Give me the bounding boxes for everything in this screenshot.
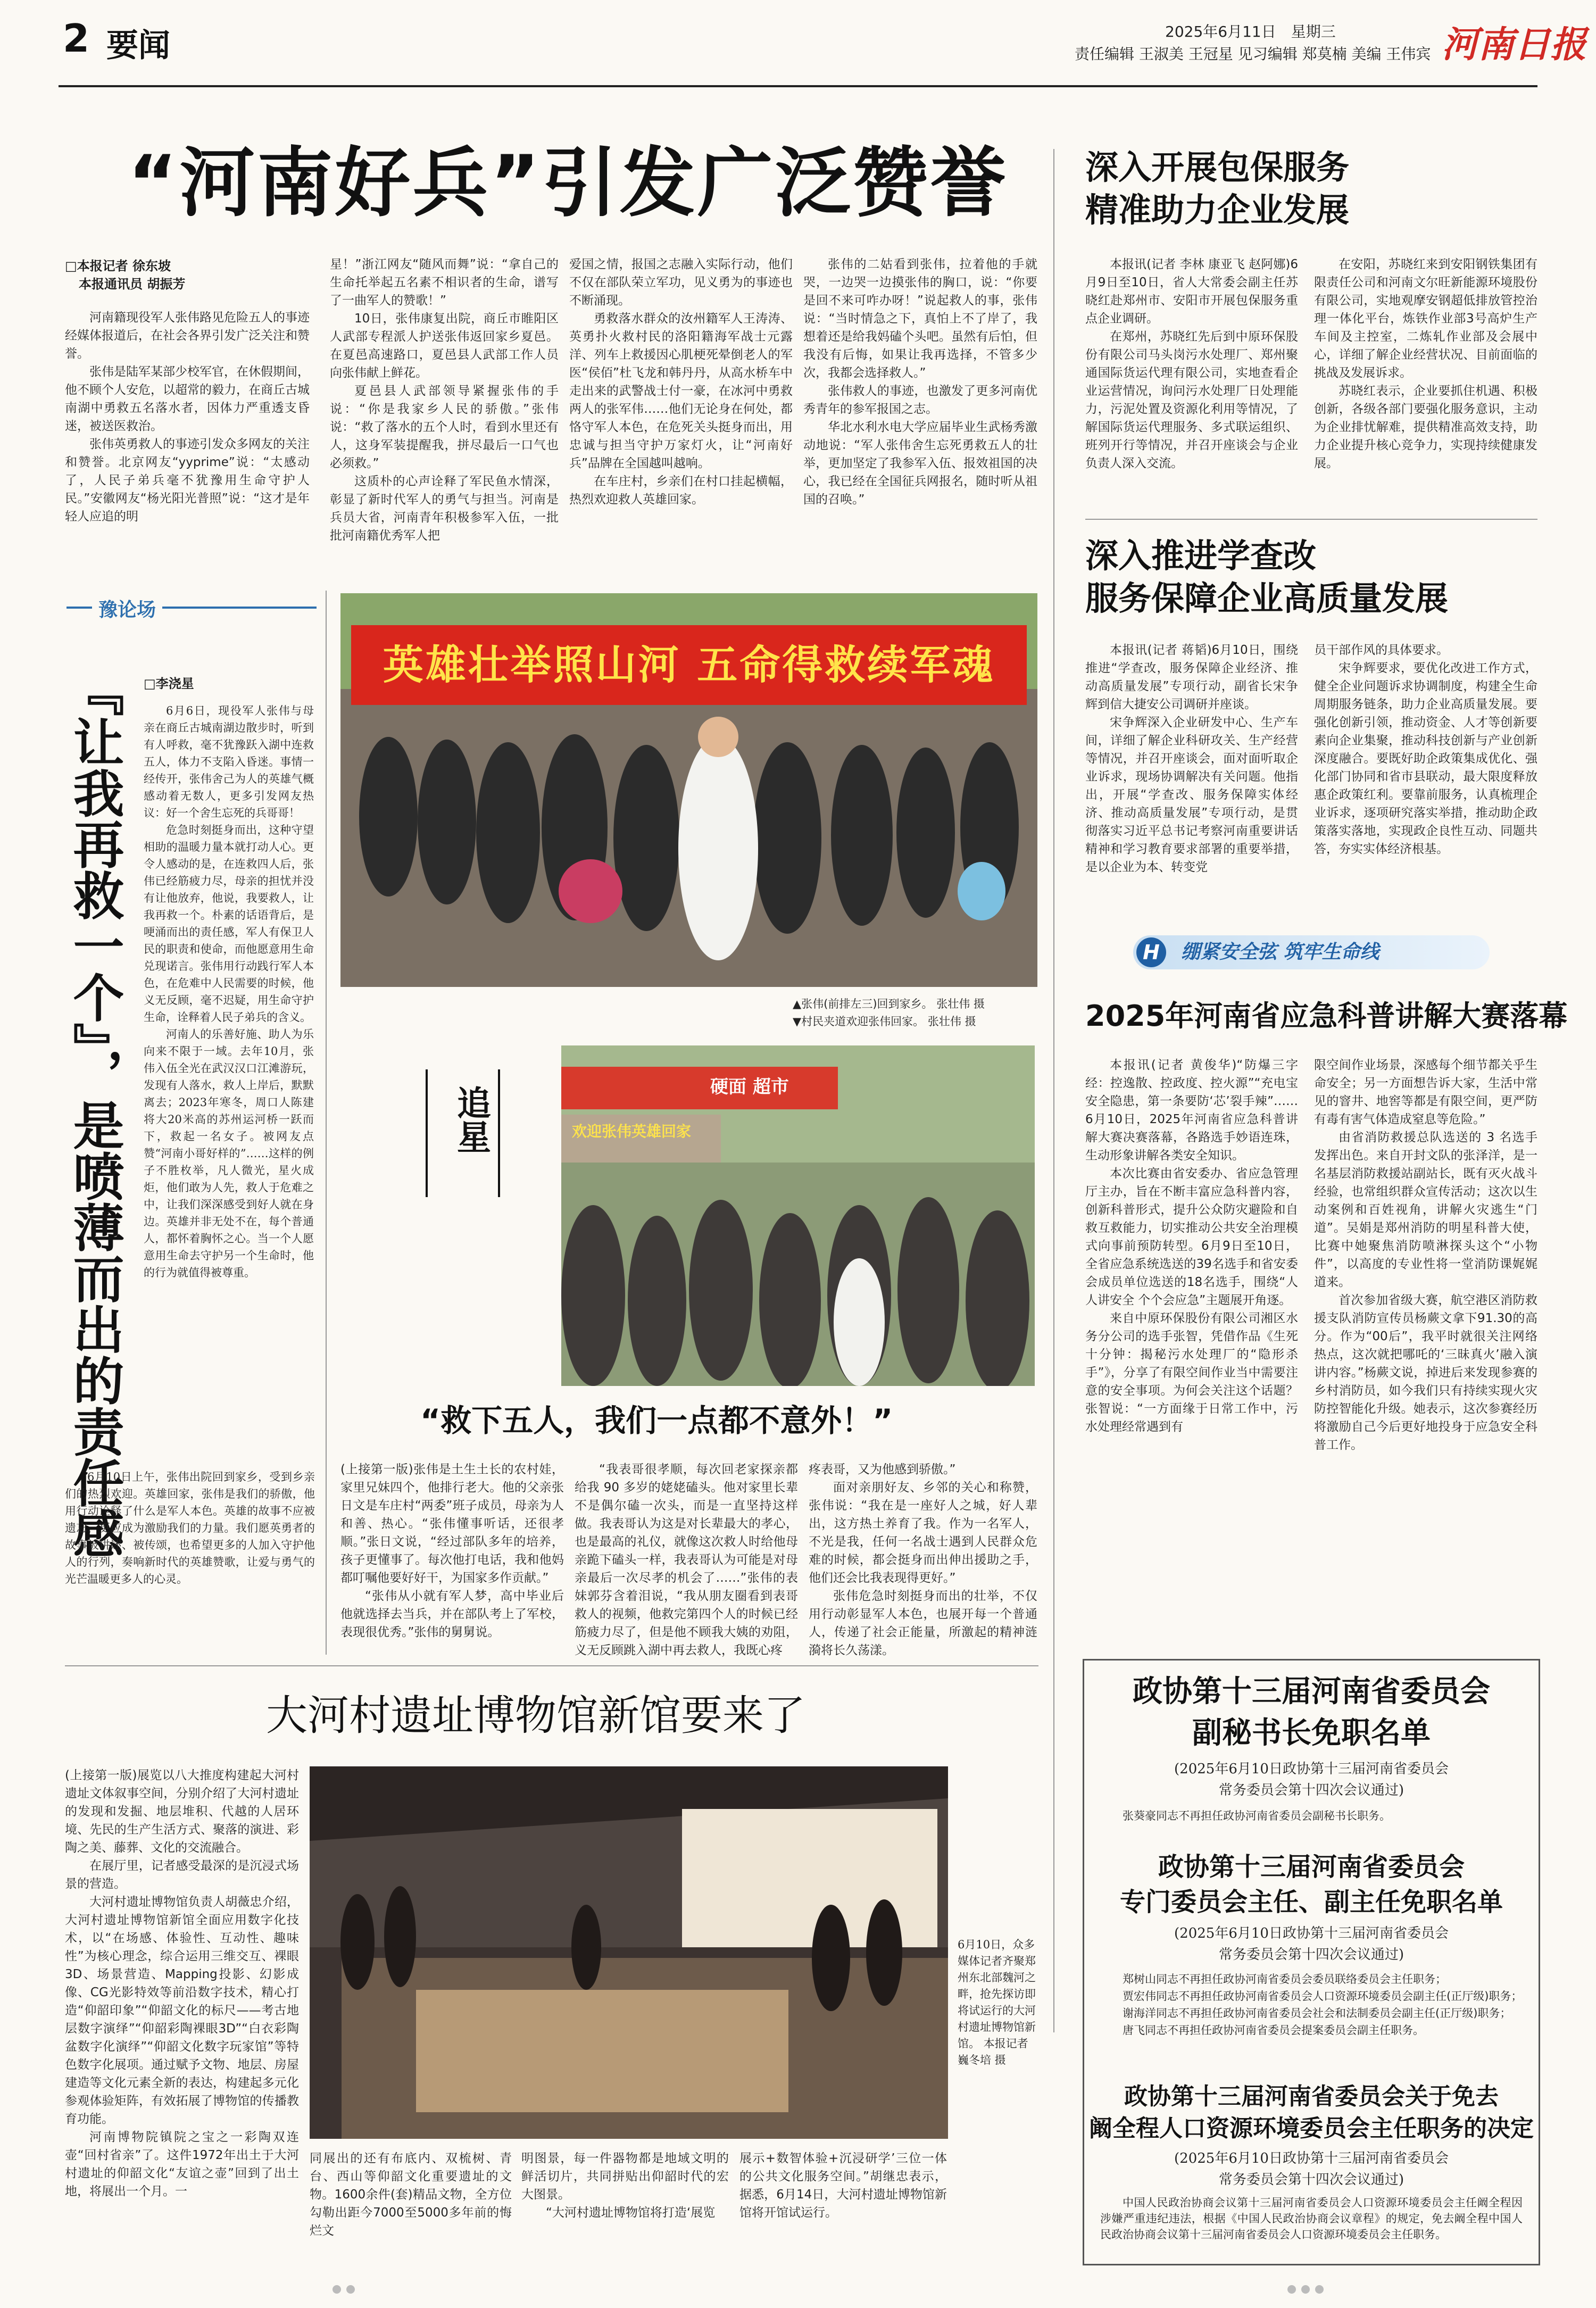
commentary-text-top xyxy=(144,702,314,1281)
zhuixing-headline: “救下五人，我们一点都不意外！” xyxy=(420,1402,893,1439)
notice-subtitle: 常务委员会第十四次会议通过) xyxy=(1218,2172,1404,2188)
crowd-photo xyxy=(561,1045,1035,1386)
baobao-headline-2: 精准助力企业发展 xyxy=(1085,190,1350,229)
paragraph: 由省消防救援总队选送的 3 名选手发挥出色。来自开封文队的张泽洋，是一名基层消防救援站副站长，既有灭火战斗经验，也常组织群众宣传活动；这次以生动案例和百姓视角，讲解火灾逃生“门道”。吴娟是郑州消防的明星科普大使，比赛中她聚焦消防喷淋探头这个“小物件”，以高度的专业性将一堂消防课娓娓道来。 xyxy=(1314,1131,1537,1289)
section-name: 要闻 xyxy=(106,27,170,64)
main-byline-2: 本报通讯员 胡振芳 xyxy=(79,277,186,292)
paragraph: 疼表哥，又为他感到骄傲。” xyxy=(809,1463,956,1476)
paragraph: 在郑州，苏晓红先后到中原环保股份有限公司马头岗污水处理厂、郑州聚通国际货运代理有限公司，实地查看企业运营情况，询问污水处理厂日处理能力，污泥处置及资源化利用等情况，了解国际货运代理服务、多式联运组织、班列开行等情况，并召开座谈会与企业负责人深入交流。 xyxy=(1085,330,1298,470)
paragraph: 员干部作风的具体要求。 xyxy=(1314,643,1449,657)
paragraph: 河南博物院镇院之宝之一彩陶双连壶“回村省亲”了。这件1972年出土于大河村遗址的仰韶文化“友谊之壶”回到了出土地，将展出一个月。一 xyxy=(65,2130,299,2198)
main-headline: “河南好兵”引发广泛赞誉 xyxy=(128,139,1008,227)
paragraph: 本报讯(记者 蒋韬)6月10日，围绕推进“学查改，服务保障企业经济、推动高质量发展”专项行动，副省长宋争辉到信大捷安公司调研并座谈。 xyxy=(1085,643,1298,711)
main-byline-1: □本报记者 徐东坡 xyxy=(65,259,171,273)
xuechagai-headline-1: 深入推进学查改 xyxy=(1085,536,1317,575)
paragraph: 中国人民政治协商会议第十三届河南省委员会人口资源环境委员会主任阚全程因涉嫌严重违纪违法，根据《中国人民政治协商会议章程》的规定，免去阚全程中国人民政治协商会议第十三届河南省委员会人口资源环境委员会主任职务。 xyxy=(1100,2196,1523,2241)
paragraph: 爱国之情，报国之志融入实际行动，他们不仅在部队荣立军功，见义勇为的事迹也不断涌现。 xyxy=(569,258,793,308)
paragraph: 这质朴的心声诠释了军民鱼水情深，彰显了新时代军人的勇气与担当。河南是兵员大省，河南青年积极参军入伍，一批批河南籍优秀军人把 xyxy=(330,475,559,543)
masthead-rule xyxy=(59,85,1537,87)
notice-subtitle: (2025年6月10日政协第十三届河南省委员会 xyxy=(1174,2151,1449,2166)
paragraph: 本次比赛由省安委办、省应急管理厅主办，旨在不断丰富应急科普内容，创新科普形式，提升公众防灾避险和自救互救能力，切实推动公共安全治理模式向事前预防转型。6月9日至10日，全省应急系统选送的39名选手和省安委会成员单位选送的18名选手，围绕“人人讲安全 个个会应急”主题展开角逐。 xyxy=(1085,1167,1298,1307)
commentary-label-box xyxy=(66,595,317,622)
section-divider xyxy=(65,1665,1038,1666)
notice-1 xyxy=(1084,1671,1539,1824)
xuechagai-col-1 xyxy=(1085,641,1298,876)
museum-col-4 xyxy=(739,2149,947,2222)
notice-body xyxy=(1084,1965,1539,2039)
column-divider xyxy=(1053,149,1054,2032)
paragraph: 本报讯(记者 黄俊华)“防爆三字经：控逸散、控政度、控火源”“充电宝安全隐患，第一条要防‘芯’裂手辣”……6月10日，2025年河南省应急科普讲解大赛决赛落幕，各路选手妙语连珠，生动形象讲解各类安全知识。 xyxy=(1085,1058,1298,1163)
paragraph: 10日，张伟康复出院，商丘市睢阳区人武部专程派人护送张伟返回家乡夏邑。在夏邑高速路口，夏邑县人武部工作人员向张伟献上鲜花。 xyxy=(330,312,559,380)
footer-dots-left xyxy=(332,2285,360,2296)
paragraph: 限空间作业场景，深感每个细节都关乎生命安全；另一方面想告诉大家，生活中常见的窨井、地窖等都是有限空间，更严防有毒有害气体造成窒息等危险。” xyxy=(1314,1058,1537,1126)
notice-title: 专门委员会主任、副主任免职名单 xyxy=(1119,1887,1503,1917)
notice-subtitle: (2025年6月10日政协第十三届河南省委员会 xyxy=(1174,1761,1449,1777)
paragraph: 同展出的还有布底内、双梳树、青台、西山等仰韶文化重要遗址的文物。1600余件(套)精品文物，全方位勾勒出距今7000至5000多年前的悔烂文 xyxy=(310,2152,512,2238)
paragraph: 唐飞同志不再担任政协河南省委员会提案委员会副主任职务。 xyxy=(1123,2024,1424,2037)
museum-photo-illustration xyxy=(310,1766,948,2139)
paragraph: 星！”浙江网友“随风而舞”说：“拿自己的生命托举起五名素不相识者的生命，谱写了一曲军人的赞歌！” xyxy=(330,258,559,308)
footer-dots-right xyxy=(1287,2285,1329,2296)
crowd-caption: ▼村民夹道欢迎张伟回家。 张壮伟 摄 xyxy=(793,1015,976,1028)
section-divider xyxy=(1085,519,1537,520)
notice-title: 政协第十三届河南省委员会 xyxy=(1158,1852,1465,1882)
crowd-photo-illustration xyxy=(561,1045,1035,1386)
crowd-sign-shop: 硬面 超市 xyxy=(710,1076,789,1098)
homecoming-photo xyxy=(340,593,1037,987)
commentary-label: 豫论场 xyxy=(92,595,162,622)
notice-body xyxy=(1084,2190,1539,2243)
baobao-col-2 xyxy=(1314,255,1537,472)
paragraph: 明图景，每一件器物都是地域文明的鲜活切片，共同拼贴出仰韶时代的宏大图景。 xyxy=(521,2152,729,2202)
paragraph: 面对亲朋好友、乡邻的关心和称赞，张伟说：“我在是一座好人之城，好人辈出，这方热土养育了我。作为一名军人，不光是我，任何一名战士遇到人民群众危难的时候，都会挺身而出伸出援助之手，他们还会比我表现得更好。” xyxy=(809,1481,1037,1585)
paragraph: 张伟英勇救人的事迹引发众多网友的关注和赞誉。北京网友“yyprime”说：“太感动了，人民子弟兵毫不犹豫用生命守护人民。”安徽网友“杨光阳光普照”说：“这才是年轻人应追的明 xyxy=(65,437,310,524)
yingji-col-1 xyxy=(1085,1056,1298,1436)
paragraph: 华北水利水电大学应届毕业生武杨秀激动地说：“军人张伟舍生忘死勇救五人的壮举，更加坚定了我参军入伍、报效祖国的决心，我已经在全国征兵网报名，随时听从祖国的召唤。” xyxy=(803,420,1037,507)
museum-col-3 xyxy=(521,2149,729,2222)
paragraph: 来自中原环保股份有限公司湘区水务分公司的选手张智，凭借作品《生死十分钟：揭秘污水处理厂的“隐形杀手”》，分享了有限空间作业当中需要注意的安全事项。为何会关注这个话题？张智说：“一方面缘于日常工作中，污水处理经常遇到有 xyxy=(1085,1311,1298,1434)
paragraph: 张伟是陆军某部少校军官，在休假期间，他不顾个人安危，以超常的毅力，在商丘古城南湖中勇救五名落水者，因体力严重透支昏迷，被送医救治。 xyxy=(65,365,310,433)
zhuixing-bracket xyxy=(426,1069,500,1197)
paragraph: (上接第一版)展览以八大推度构建起大河村遗址文体叙事空间，分别介绍了大河村遗址的发现和发掘、地层堆积、代越的人居环境、先民的生产生活方式、聚落的演进、彩陶之美、藤葬、文化的交流融合。 xyxy=(65,1769,299,1855)
paragraph: 张伟的二姑看到张伟，拉着他的手就哭，一边哭一边摸张伟的胸口，说：“你要是回不来可咋办呀！”说起救人的事，张伟说：“当时情急之下，真怕上不了岸了，我想着还是给我妈磕个头吧。虽然有后怕，但我没有后悔，如果让我再选择，不管多少次，我都会选择救人。” xyxy=(803,258,1037,380)
museum-headline: 大河村遗址博物馆新馆要来了 xyxy=(266,1692,806,1740)
masthead xyxy=(0,0,1596,96)
paragraph: 苏晓红表示，企业要抓住机遇、积极创新，各级各部门要强化服务意识，主动为企业排忧解难，提供精准高效支持，助力企业提升核心竞争力，实现持续健康发展。 xyxy=(1314,384,1537,470)
banner-text: 英雄壮举照山河 五命得救续军魂 xyxy=(383,641,995,688)
issue-date: 2025年6月11日 星期三 xyxy=(1165,23,1336,40)
notice-subtitle: 常务委员会第十四次会议通过) xyxy=(1218,1947,1404,1963)
paragraph: 展示+数智体验+沉浸研学’三位一体的公共文化服务空间。”胡继忠表示，据悉，6月14日，大河村遗址博物馆新馆将开馆试运行。 xyxy=(739,2152,947,2220)
yingji-headline: 2025年河南省应急科普讲解大赛落幕 xyxy=(1085,999,1568,1033)
notice-subtitle: 常务委员会第十四次会议通过) xyxy=(1218,1782,1404,1798)
notice-body xyxy=(1084,1801,1539,1824)
paragraph: 勇救落水群众的汝州籍军人王涛涛、英勇扑火救村民的洛阳籍海军战士元露洋、列车上救援因心肌梗死晕倒老人的军医“侯佰”杜飞龙和韩丹丹，从高水桥车中走出来的武警战士付一豪，在冰河中勇救两人的张军伟……他们无论身在何处，都恪守军人本色，在危死关头挺身而出，用忠诚与担当守护万家灯火，让“河南好兵”品牌在全国越叫越响。 xyxy=(569,312,793,470)
paragraph: 在车庄村，乡亲们在村口挂起横幅，热烈欢迎救人英雄回家。 xyxy=(569,475,793,507)
newspaper-logo: 河南日报 xyxy=(1442,23,1587,66)
page-number: 2 xyxy=(63,16,90,61)
paragraph: 宋争辉要求，要优化改进工作方式，健全企业问题诉求协调制度，构建全生命周期服务链条，助力企业高质量发展。要强化创新引领，推动资金、人才等创新要素向企业集聚，推动科技创新与产业创新深度融合。要既好助企政策集成优化、强化部门协同和省市县联动，最大限度释放惠企政策红利。要靠前服务，认真梳理企业诉求，逐项研究落实举措，推动助企政策落实落地，实现政企良性互动、同题共答，夯实实体经济根基。 xyxy=(1314,661,1537,856)
paragraph: 6月10日上午，张伟出院回到家乡，受到乡亲们的热烈欢迎。英雄回家，张伟是我们的骄傲，他用行动诠释了什么是军人本色。英雄的故事不应被遗忘，更应成为激励我们的力量。我们愿英勇者的故事被讲述、被传颂，也希望更多的人加入守护他人的行列，奏响新时代的英雄赞歌，让爱与勇气的光芒温暖更多人的心灵。 xyxy=(65,1471,315,1585)
crowd-sign-welcome: 欢迎张伟英雄回家 xyxy=(572,1123,692,1140)
paragraph: 贾宏伟同志不再担任政协河南省委员会人口资源环境委员会副主任(正厅级)职务； xyxy=(1123,1990,1523,2003)
paragraph: 在安阳，苏晓红来到安阳钢铁集团有限责任公司和河南文尔旺新能源环境股份有限公司，实地观摩安钢超低排放管控治理一体化平台，炼铁作业部3号高炉生产车间及主控室，二炼轧作业部及会展中心，详细了解企业经营状况、目前面临的挑战及发展诉求。 xyxy=(1314,258,1537,380)
paragraph: 大河村遗址博物馆负责人胡薇忠介绍，大河村遗址博物馆新馆全面应用数字化技术，以“在场感、体验性、互动性、趣味性”为核心理念，综合运用三维交互、裸眼3D、场景营造、Mapping投影、幻影成像、CG光影特效等前沿数字技术，精心打造“仰韶印象”“仰韶文化的标尺——考古地层数字演绎”“仰韶彩陶裸眼3D”“白衣彩陶盆数字化演绎”“仰韶文化数字玩家馆”等特色数字化展项。通过赋予文物、地层、房屋建造等文化元素全新的表达，构建起多元化参观体验矩阵，有效拓展了博物馆的传播教育功能。 xyxy=(65,1895,299,2126)
zhuixing-col-1 xyxy=(340,1460,564,1641)
notice-title: 副秘书长免职名单 xyxy=(1192,1716,1431,1750)
homecoming-caption: ▲张伟(前排左三)回到家乡。 张壮伟 摄 xyxy=(793,998,985,1010)
paragraph: 宋争辉深入企业研发中心、生产车间，详细了解企业科研攻关、生产经营等情况，并召开座谈会，面对面听取企业诉求，现场协调解决有关问题。他指出，开展“学查改、服务保障实体经济、推动高质量发展”专项行动，是贯彻落实习近平总书记考察河南重要讲话精神和学习教育要求部署的重要举措，是以企业为本、转变党 xyxy=(1085,716,1298,874)
paragraph: 谢海洋同志不再担任政协河南省委员会社会和法制委员会副主任(正厅级)职务； xyxy=(1123,2007,1511,2020)
paragraph: 郑树山同志不再担任政协河南省委员会委员联络委员会主任职务； xyxy=(1123,1973,1447,1986)
safety-banner-letter: H xyxy=(1136,937,1166,967)
main-story-col-1 xyxy=(65,309,310,526)
zhuixing-col-2 xyxy=(575,1460,798,1659)
paragraph: 本报讯(记者 李林 康亚飞 赵阿娜)6月9日至10日，省人大常委会副主任苏晓红赴郑州市、安阳市开展包保服务重点企业调研。 xyxy=(1085,258,1298,326)
paragraph: 夏邑县人武部领导紧握张伟的手说：“你是我家乡人民的骄傲。”张伟说：“救了落水的五个人时，看到水里还有人，这身军装提醒我，拼尽最后一口气也必须救。” xyxy=(330,384,559,470)
column-divider xyxy=(326,591,327,1655)
paragraph: 张伟危急时刻挺身而出的壮举，不仅用行动彰显军人本色，也展开每一个普通人，传递了社会正能量，所激起的精神涟漪将长久荡漾。 xyxy=(809,1589,1037,1657)
notices-box xyxy=(1083,1659,1540,2265)
paragraph: 张伟救人的事迹，也激发了更多河南优秀青年的参军报国之志。 xyxy=(803,384,1037,416)
xuechagai-headline-2: 服务保障企业高质量发展 xyxy=(1085,579,1449,618)
baobao-col-1 xyxy=(1085,255,1298,472)
commentary-byline: □李浇星 xyxy=(144,676,194,691)
paragraph: 危急时刻挺身而出，这种守望相助的温暖力量本就打动人心。更令人感动的是，在连救四人后，张伟已经筋疲力尽，母亲的担忧并没有让他放弃，他说，我要救人，让我再救一个。朴素的话语背后，是哽涌而出的责任感，军人有保卫人民的职责和使命，而他愿意用生命兑现诺言。张伟用行动践行军人本色，在危难中人民需要的时候，他义无反顾，毫不迟疑，用生命守护生命，诠释着人民子弟兵的含义。 xyxy=(144,824,314,1024)
notice-2 xyxy=(1084,1849,1539,2039)
paragraph: “我表哥很孝顺，每次回老家探亲都给我 90 多岁的姥姥磕头。他对家里长辈不是偶尔磕一次头，而是一直坚持这样做。我表哥认为这是对长辈最大的孝心，也是最高的礼仪，就像这次救人时给他母亲跪下磕头一样，我表哥认为可能是对母亲最后一次尽孝的机会了……”张伟的表妹郭芬含着泪说，“我从朋友圈看到表哥救人的视频，他救完第四个人的时候已经筋疲力尽了，但是他不顾我大姨的劝阻，义无反顾跳入湖中再去救人，我既心疼 xyxy=(575,1463,798,1657)
xuechagai-col-2 xyxy=(1314,641,1537,858)
museum-col-1 xyxy=(65,1766,299,2201)
paragraph: 河南籍现役军人张伟路见危险五人的事迹经媒体报道后，在社会各界引发广泛关注和赞誉。 xyxy=(65,311,310,361)
museum-photo xyxy=(310,1766,948,2139)
paragraph: 张葵豪同志不再担任政协河南省委员会副秘书长职务。 xyxy=(1123,1809,1391,1822)
main-story-col-4 xyxy=(803,255,1037,509)
zhuixing-label: 追星 xyxy=(451,1085,491,1153)
yingji-col-2 xyxy=(1314,1056,1537,1454)
zhuixing-col-3 xyxy=(809,1460,1037,1659)
notice-3 xyxy=(1084,2081,1539,2243)
baobao-headline-1: 深入开展包保服务 xyxy=(1085,148,1350,187)
paragraph: 6月6日，现役军人张伟与母亲在商丘古城南湖边散步时，听到有人呼救，毫不犹豫跃入湖中连救五人，体力不支陷入昏迷。事情一经传开，张伟舍己为人的英雄气概感动着无数人，更多引发网友热议：好一个舍生忘死的兵哥哥！ xyxy=(144,704,314,819)
museum-photo-caption: 6月10日，众多媒体记者齐聚郑州东北部魏河之畔，抢先探访即将试运行的大河村遗址博物馆新馆。 本报记者 巍冬培 摄 xyxy=(958,1938,1036,2066)
notice-title: 政协第十三届河南省委员会 xyxy=(1133,1674,1490,1709)
notice-title: 政协第十三届河南省委员会关于免去 xyxy=(1124,2083,1499,2110)
editors-line: 责任编辑 王淑美 王冠星 见习编辑 郑莫楠 美编 王伟宾 xyxy=(1075,45,1431,63)
notice-subtitle: (2025年6月10日政协第十三届河南省委员会 xyxy=(1174,1925,1449,1941)
safety-banner-text: 绷紧安全弦 筑牢生命线 xyxy=(1181,941,1379,963)
commentary-text-bottom xyxy=(65,1468,315,1588)
commentary-headline: 『让我再救一个』，是喷薄而出的责任感 xyxy=(65,665,124,1559)
paragraph: 首次参加省级大赛，航空港区消防救援支队消防宣传员杨蕨文拿下91.30的高分。作为“00后”，我平时就很关注网络热点，这次就把哪吒的‘三昧真火’融入演讲内容。”杨蕨文说，掉进后来发现参赛的乡村消防员，如今我们只有持续实现火灾防控智能化升级。她表示，这次参赛经历将激励自己今后更好地投身于应急安全科普工作。 xyxy=(1314,1293,1537,1452)
notice-title: 阚全程人口资源环境委员会主任职务的决定 xyxy=(1089,2115,1534,2142)
paragraph: 在展厅里，记者感受最深的是沉浸式场景的营造。 xyxy=(65,1859,299,1891)
paragraph: “大河村遗址博物馆将打造‘展览 xyxy=(546,2206,716,2220)
main-story-col-2 xyxy=(330,255,559,545)
paragraph: (上接第一版)张伟是土生土长的农村娃，家里兄妹四个，他排行老大。他的父亲张日文是车庄村“两委”班子成员，母亲为人和善、热心。“张伟懂事听话，还很孝顺。”张日文说，“经过部队多年的培养，孩子更懂事了。每次他打电话，我和他妈都叮嘱他要好好干，为国家多作贡献。” xyxy=(340,1463,564,1585)
paragraph: 河南人的乐善好施、助人为乐向来不限于一域。去年10月，张伟入伍全光在武汉汉口江滩游玩，发现有人落水，救人上岸后，默默离去；2023年寒冬，周口人陈建将大20米高的苏州运河桥一跃而下，救起一名女子。被网友点赞“河南小哥好样的”……这样的例子不胜枚举，凡人微光，星火成炬，他们敢为人先，救人于危难之中，让我们深深感受到好人就在身边。英雄并非无处不在，每个普通人，都怀着胸怀之心。当一个人愿意用生命去守护另一个生命时，他的行为就值得被尊重。 xyxy=(144,1028,314,1279)
museum-col-2 xyxy=(310,2149,512,2240)
main-story-col-3 xyxy=(569,255,793,509)
paragraph: “张伟从小就有军人梦，高中毕业后他就选择去当兵，并在部队考上了军校，表现很优秀。”张伟的舅舅说。 xyxy=(340,1589,564,1639)
safety-banner xyxy=(1133,935,1490,969)
